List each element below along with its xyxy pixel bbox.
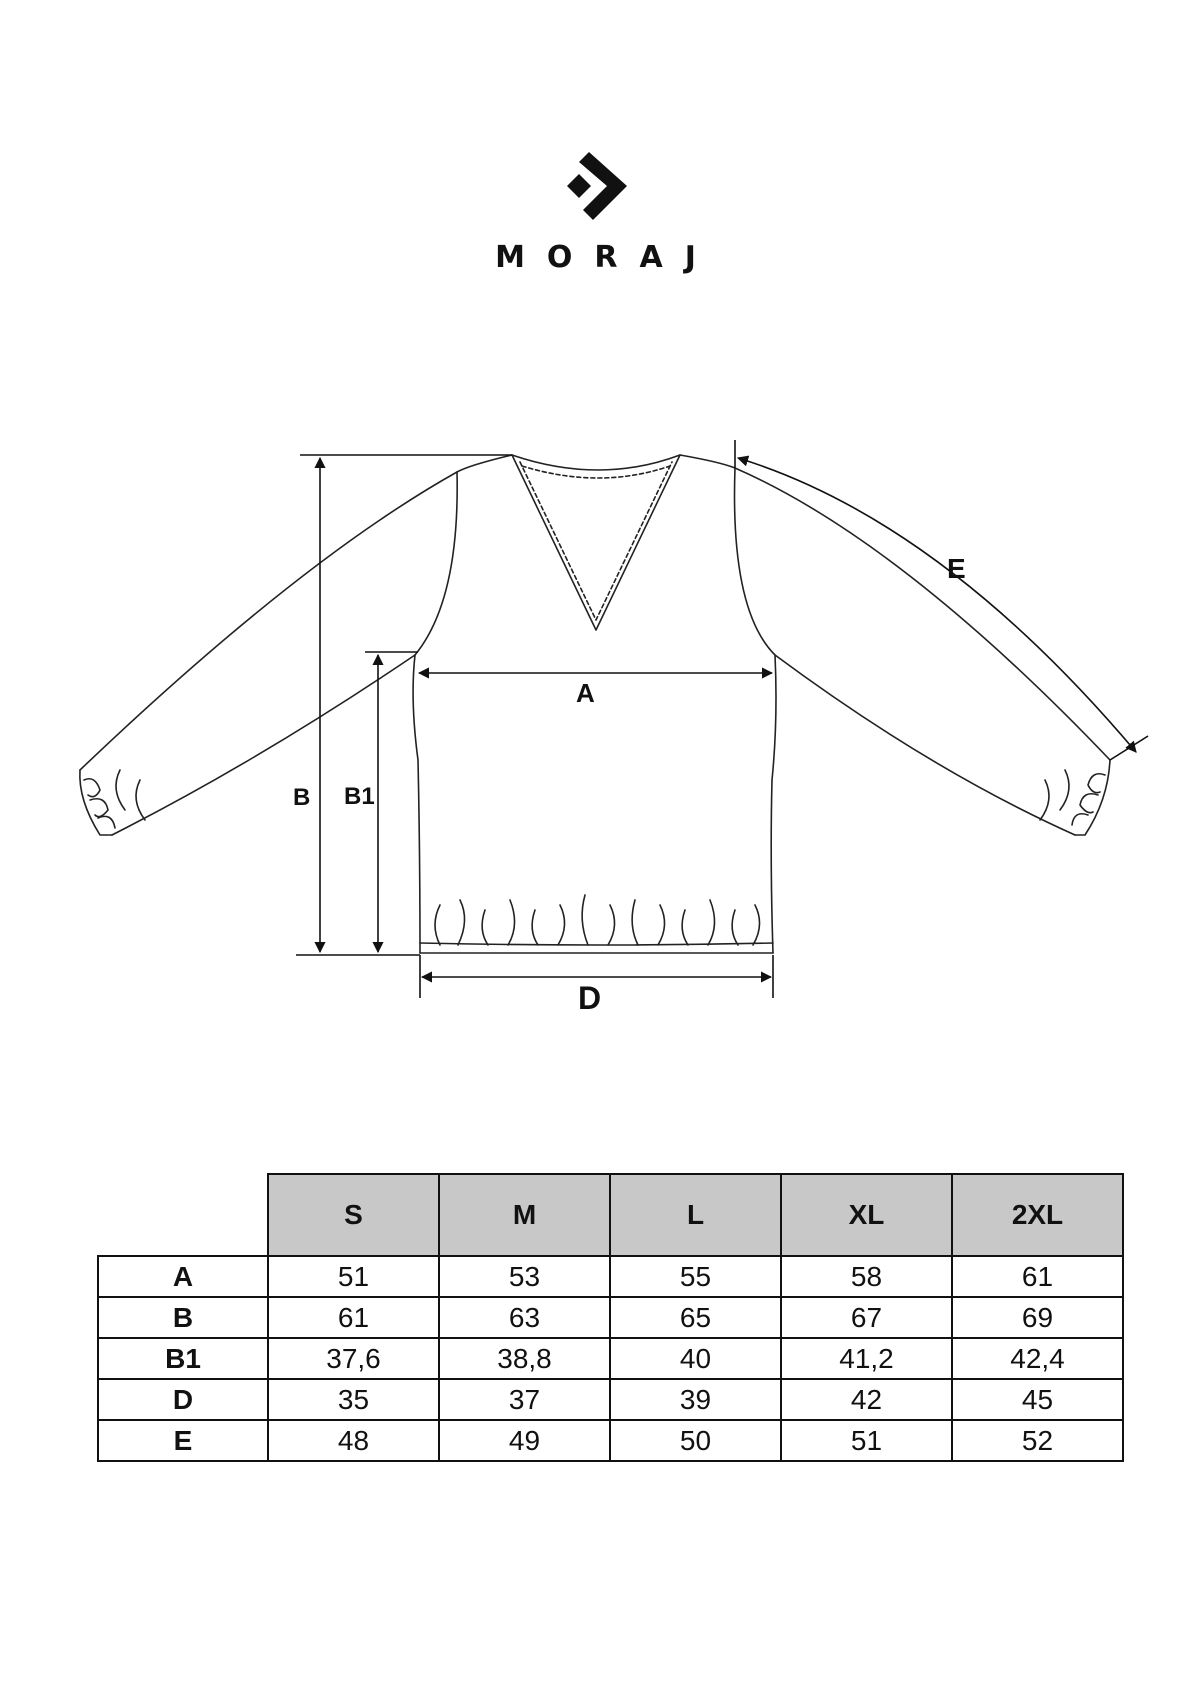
row-label: B1	[98, 1338, 268, 1379]
brand-name: MORAJ	[495, 240, 718, 275]
table-cell: 41,2	[781, 1338, 952, 1379]
table-cell: 37,6	[268, 1338, 439, 1379]
table-cell: 39	[610, 1379, 781, 1420]
table-cell: 67	[781, 1297, 952, 1338]
table-cell: 35	[268, 1379, 439, 1420]
size-header-s: S	[268, 1174, 439, 1256]
row-label: A	[98, 1256, 268, 1297]
table-row	[98, 1379, 1123, 1420]
row-label: B	[98, 1297, 268, 1338]
dimension-label-a: A	[576, 678, 595, 708]
moraj-chevron-logo-icon	[563, 150, 633, 220]
table-row	[98, 1420, 1123, 1461]
size-chart-table	[97, 1173, 1124, 1462]
size-header-row	[98, 1174, 1123, 1256]
table-cell: 38,8	[439, 1338, 610, 1379]
brand-logo	[0, 150, 1191, 280]
table-cell: 51	[781, 1420, 952, 1461]
table-cell: 55	[610, 1256, 781, 1297]
table-cell: 40	[610, 1338, 781, 1379]
table-cell: 65	[610, 1297, 781, 1338]
table-cell: 37	[439, 1379, 610, 1420]
table-cell: 50	[610, 1420, 781, 1461]
table-cell: 45	[952, 1379, 1123, 1420]
size-header-l: L	[610, 1174, 781, 1256]
dimension-label-d: D	[578, 980, 602, 1016]
table-cell: 63	[439, 1297, 610, 1338]
table-cell: 49	[439, 1420, 610, 1461]
table-cell: 52	[952, 1420, 1123, 1461]
dimension-label-b: B	[293, 784, 311, 811]
table-cell: 69	[952, 1297, 1123, 1338]
table-cell: 48	[268, 1420, 439, 1461]
table-cell: 61	[268, 1297, 439, 1338]
dimension-label-b1: B1	[344, 783, 375, 810]
row-label: D	[98, 1379, 268, 1420]
dimension-label-e: E	[947, 553, 966, 584]
size-header-m: M	[439, 1174, 610, 1256]
table-row	[98, 1338, 1123, 1379]
size-header-2xl: 2XL	[952, 1174, 1123, 1256]
table-cell: 42	[781, 1379, 952, 1420]
table-cell: 42,4	[952, 1338, 1123, 1379]
table-corner	[98, 1174, 268, 1256]
table-row	[98, 1256, 1123, 1297]
row-label: E	[98, 1420, 268, 1461]
table-cell: 58	[781, 1256, 952, 1297]
table-cell: 53	[439, 1256, 610, 1297]
dimension-e-line	[738, 458, 1136, 752]
size-header-xl: XL	[781, 1174, 952, 1256]
table-row	[98, 1297, 1123, 1338]
table-cell: 61	[952, 1256, 1123, 1297]
table-cell: 51	[268, 1256, 439, 1297]
